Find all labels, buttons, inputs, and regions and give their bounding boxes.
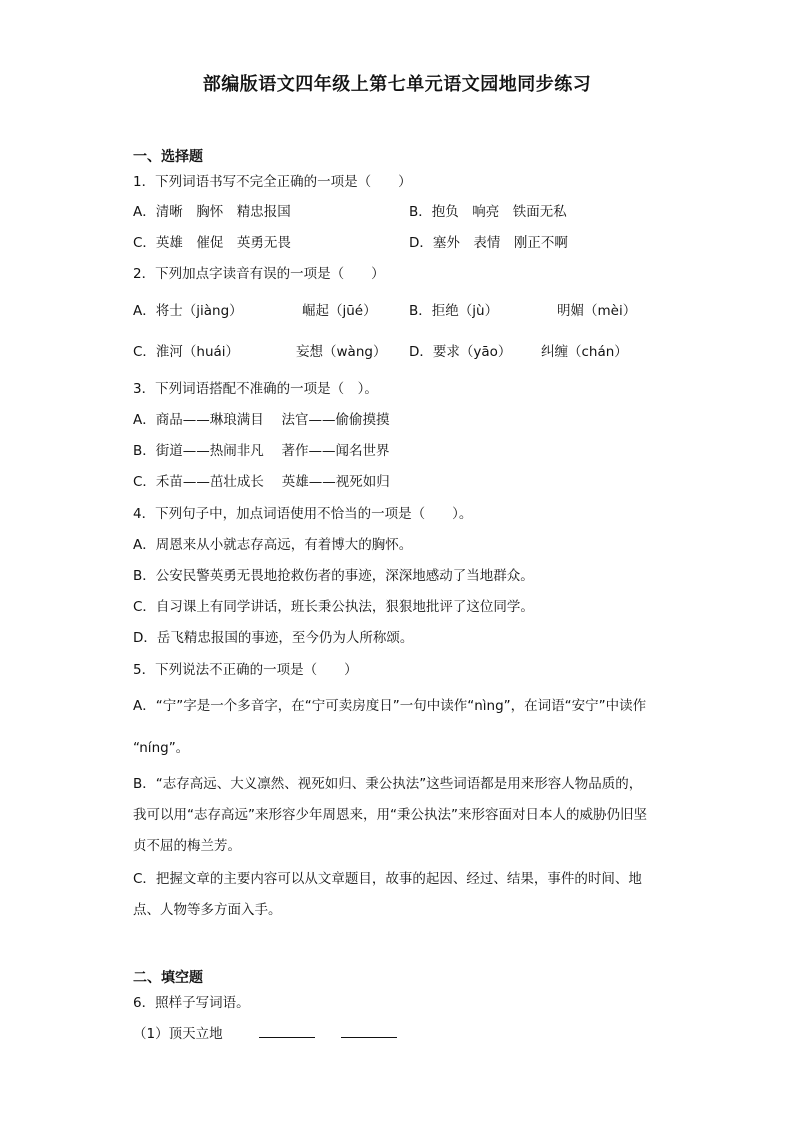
question-5-option-b-line2: 我可以用“志存高远”来形容少年周恩来，用“秉公执法”来形容面对日本人的威胁仍旧坚 xyxy=(133,807,647,823)
question-1-option-c: C．英雄 催促 英勇无畏 xyxy=(133,235,291,251)
section-heading-choice: 一、选择题 xyxy=(133,149,203,165)
question-3-option-b: B．街道——热闹非凡 著作——闻名世界 xyxy=(133,443,390,459)
question-2-option-d2: 纠缠（chán） xyxy=(541,344,628,360)
question-4-stem: 4．下列句子中，加点词语使用不恰当的一项是（ ）。 xyxy=(133,506,473,522)
answer-blank-2[interactable] xyxy=(341,1025,397,1038)
question-2-option-a2: 崛起（jūé） xyxy=(302,303,377,319)
question-4-option-a: A．周恩来从小就志存高远，有着博大的胸怀。 xyxy=(133,537,413,553)
question-2-option-c1: C．淮河（huái） xyxy=(133,344,240,360)
question-4-option-b: B．公安民警英勇无畏地抢救伤者的事迹，深深地感动了当地群众。 xyxy=(133,568,534,584)
question-2-option-b2: 明媚（mèi） xyxy=(557,303,637,319)
question-1-option-b: B．抱负 响亮 铁面无私 xyxy=(409,204,567,220)
question-5-stem: 5．下列说法不正确的一项是（ ） xyxy=(133,662,358,678)
question-5-option-c-line1: C．把握文章的主要内容可以从文章题目，故事的起因、经过、结果，事件的时间、地 xyxy=(133,871,642,887)
question-1-option-d: D．塞外 表情 刚正不啊 xyxy=(409,235,568,251)
question-5-option-b-line3: 贞不屈的梅兰芳。 xyxy=(133,838,241,854)
question-3-option-a: A．商品——琳琅满目 法官——偷偷摸摸 xyxy=(133,412,390,428)
question-3-option-c: C．禾苗——茁壮成长 英雄——视死如归 xyxy=(133,474,390,490)
question-2-option-c2: 妄想（wàng） xyxy=(296,344,387,360)
question-2-option-a1: A．将士（jiàng） xyxy=(133,303,243,319)
question-6-item-1-label: （1）顶天立地 xyxy=(133,1026,223,1042)
question-3-stem: 3．下列词语搭配不准确的一项是（ ）。 xyxy=(133,381,378,397)
page-title: 部编版语文四年级上第七单元语文园地同步练习 xyxy=(202,74,592,95)
question-4-option-d: D．岳飞精忠报国的事迹，至今仍为人所称颂。 xyxy=(133,630,414,646)
question-6-item-1 xyxy=(133,1025,397,1043)
question-4-option-c: C．自习课上有同学讲话，班长秉公执法，狠狠地批评了这位同学。 xyxy=(133,599,534,615)
question-5-option-b-line1: B．“志存高远、大义凛然、视死如归、秉公执法”这些词语都是用来形容人物品质的， xyxy=(133,776,643,792)
section-heading-fill: 二、填空题 xyxy=(133,970,203,986)
question-1-stem: 1．下列词语书写不完全正确的一项是（ ） xyxy=(133,174,412,190)
question-2-option-d1: D．要求（yāo） xyxy=(409,344,512,360)
question-2-stem: 2．下列加点字读音有误的一项是（ ） xyxy=(133,266,385,282)
answer-blank-1[interactable] xyxy=(259,1025,315,1038)
question-5-option-c-line2: 点、人物等多方面入手。 xyxy=(133,902,282,918)
question-5-option-a-line1: A．“宁”字是一个多音字，在“宁可卖房度日”一句中读作“nìng”，在词语“安宁”中读作 xyxy=(133,698,647,714)
question-6-stem: 6．照样子写词语。 xyxy=(133,995,250,1011)
question-2-option-b1: B．拒绝（jù） xyxy=(409,303,499,319)
question-5-option-a-line2: “níng”。 xyxy=(133,740,190,756)
question-1-option-a: A．清晰 胸怀 精忠报国 xyxy=(133,204,291,220)
